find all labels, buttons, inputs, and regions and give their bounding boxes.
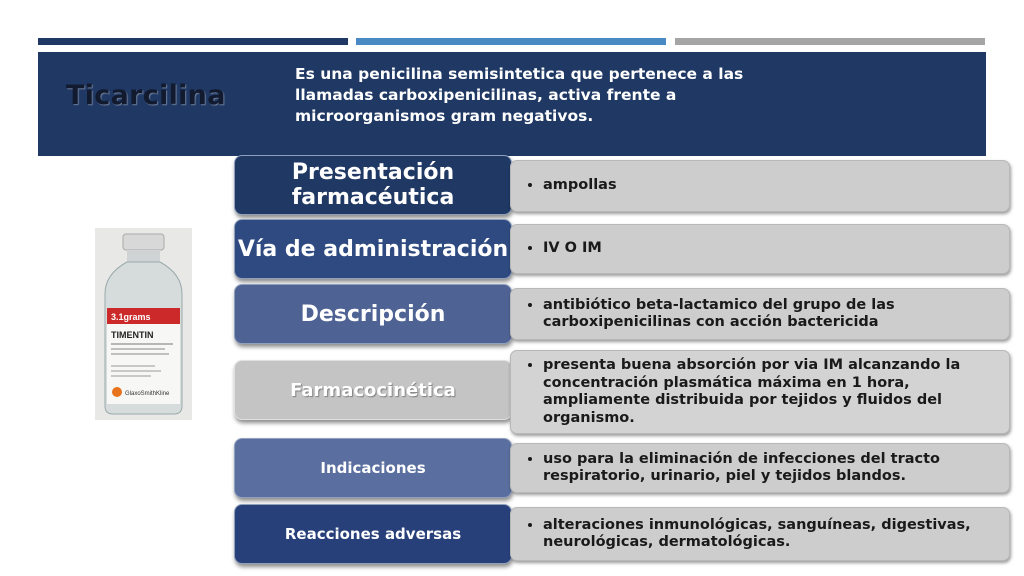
text-presentacion: • ampollas xyxy=(543,177,617,195)
content-descripcion xyxy=(510,288,1010,340)
vial-brand: TIMENTIN xyxy=(111,330,154,340)
text-via: • IV O IM xyxy=(543,240,602,258)
intro-text: Es una penicilina semisintetica que pertenece a las llamadas carboxipenicilinas, activa frente a microorganismos gram negativos. xyxy=(295,65,744,125)
vial-dose: 3.1grams xyxy=(111,312,151,322)
vial-image xyxy=(95,228,192,420)
content-via xyxy=(510,224,1010,274)
text-descripcion: • antibiótico beta-lactamico del grupo de las carboxipenicilinas con acción bactericida xyxy=(543,297,995,332)
label-presentacion: Presentación farmacéutica xyxy=(234,155,512,215)
content-presentacion xyxy=(510,160,1010,212)
slide-title: Ticarcilina xyxy=(66,80,226,111)
content-farmacocinetica xyxy=(510,350,1010,434)
content-reacciones xyxy=(510,507,1010,561)
label-indicaciones: Indicaciones xyxy=(234,438,512,498)
label-via: Vía de administración xyxy=(234,219,512,279)
accent-bar-blue xyxy=(356,38,666,45)
label-farmacocinetica: Farmacocinética xyxy=(234,360,512,420)
content-indicaciones xyxy=(510,443,1010,493)
vial-maker: GlaxoSmithKline xyxy=(125,391,170,397)
text-farmacocinetica: • presenta buena absorción por via IM alcanzando la concentración plasmática máxima en 1 hora, ampliamente distribuida por tejidos y fluidos del organismo. xyxy=(543,357,995,427)
text-reacciones: • alteraciones inmunológicas, sanguíneas, digestivas, neurológicas, dermatológicas. xyxy=(543,517,995,552)
accent-bar-dark xyxy=(38,38,348,45)
label-descripcion: Descripción xyxy=(234,284,512,344)
label-reacciones: Reacciones adversas xyxy=(234,504,512,564)
accent-bar-gray xyxy=(675,38,985,45)
text-indicaciones: • uso para la eliminación de infecciones del tracto respiratorio, urinario, piel y tejidos blandos. xyxy=(543,451,995,486)
